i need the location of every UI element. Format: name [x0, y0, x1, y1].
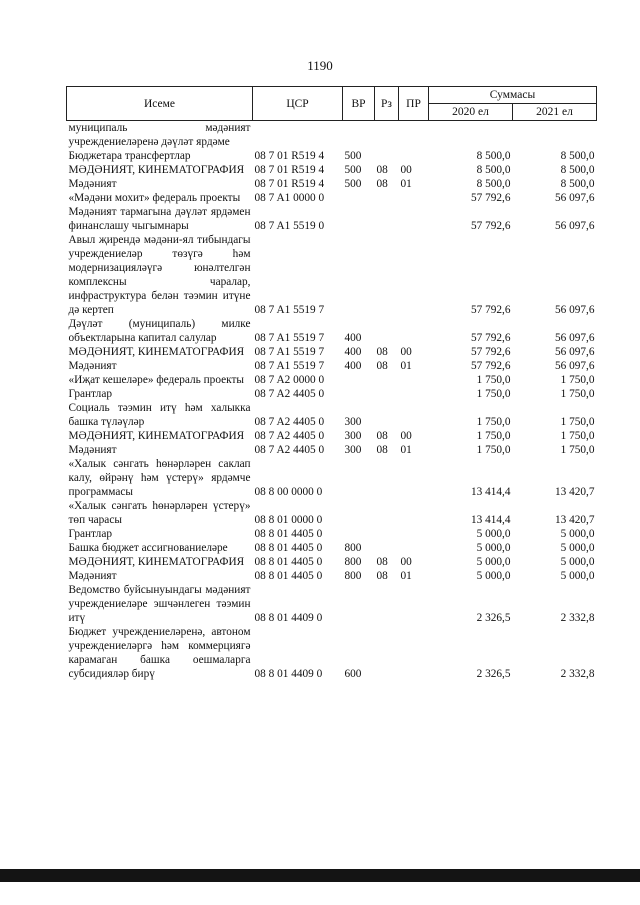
row-name: Мәдәният: [68, 444, 117, 456]
row-vr: 400: [344, 360, 362, 372]
row-pr: 01: [400, 444, 412, 456]
header-rz: Рз: [375, 87, 399, 121]
row-name: «Иҗат кешеләре» федераль проекты: [68, 374, 244, 386]
row-amount-2020: 1 750,0: [476, 388, 511, 400]
row-amount-2021: 1 750,0: [560, 388, 595, 400]
row-vr: 300: [344, 444, 362, 456]
table-row: [67, 191, 597, 205]
row-name: муниципаль мәдәният учреждениеләренә дәүләт ярдәме: [68, 122, 251, 148]
row-rz: [375, 121, 399, 150]
row-vr: 300: [344, 430, 362, 442]
row-pr: 00: [400, 556, 412, 568]
table-row: [67, 457, 597, 499]
table-row: [67, 499, 597, 527]
row-name: Авыл җирендә мәдәни-ял тибындагы учреждениеләр төзүгә һәм модернизацияләүгә юнәлтелгән комплексны чаралар, инфраструктура белән тәэмин итүне дә кертеп: [68, 234, 251, 316]
row-csr: 08 7 A2 4405 0: [254, 416, 325, 428]
row-amount-2020: 57 792,6: [470, 192, 511, 204]
row-amount-2021: 56 097,6: [554, 332, 595, 344]
row-csr: 08 8 01 4409 0: [254, 668, 323, 680]
row-rz: [375, 387, 399, 401]
row-pr: 01: [400, 360, 412, 372]
row-csr: 08 7 01 R519 4: [254, 178, 325, 190]
row-amount-2020: 5 000,0: [476, 570, 511, 582]
header-csr: ЦСР: [253, 87, 343, 121]
row-csr: 08 7 A2 4405 0: [254, 430, 325, 442]
row-amount-2021: 8 500,0: [560, 150, 595, 162]
row-rz: [375, 499, 399, 527]
row-amount-2020: 2 326,5: [476, 612, 511, 624]
row-vr: 300: [344, 416, 362, 428]
row-amount-2020: 1 750,0: [476, 430, 511, 442]
row-amount-2020: 13 414,4: [470, 486, 511, 498]
row-amount-2021: 5 000,0: [560, 570, 595, 582]
row-pr: [399, 499, 429, 527]
row-vr: [343, 233, 375, 317]
row-csr: 08 7 A1 5519 7: [254, 304, 325, 316]
row-csr: 08 8 01 4405 0: [254, 570, 323, 582]
row-pr: [399, 583, 429, 625]
budget-table: [66, 86, 597, 681]
row-rz: [375, 149, 399, 163]
row-csr: 08 8 00 0000 0: [254, 486, 323, 498]
row-amount-2020: 1 750,0: [476, 374, 511, 386]
row-amount-2021: 1 750,0: [560, 444, 595, 456]
row-name: «Халык сәнгать һөнәрләрен саклап калу, өйрәнү һәм үстерү» ярдәмче программасы: [68, 458, 251, 498]
row-name: Дәүләт (муниципаль) милке объектларына капитал салулар: [68, 318, 251, 344]
row-name: Мәдәният тармагына дәүләт ярдәмен финанслашу чыгымнары: [68, 206, 251, 232]
row-rz: 08: [376, 360, 388, 372]
row-rz: [375, 401, 399, 429]
row-vr: [343, 499, 375, 527]
row-rz: 08: [376, 556, 388, 568]
row-csr: 08 7 A2 0000 0: [254, 374, 325, 386]
row-pr: [399, 205, 429, 233]
row-amount-2020: 1 750,0: [476, 444, 511, 456]
table-row: [67, 373, 597, 387]
table-row: [67, 387, 597, 401]
row-pr: 00: [400, 430, 412, 442]
row-name: Мәдәният: [68, 178, 117, 190]
page-number: 1190: [307, 58, 333, 73]
table-row: [67, 149, 597, 163]
table-row: [67, 233, 597, 317]
row-amount-2021: 5 000,0: [560, 542, 595, 554]
row-rz: [375, 191, 399, 205]
row-pr: [399, 457, 429, 499]
row-rz: 08: [376, 570, 388, 582]
table-row: [67, 583, 597, 625]
row-amount-2021: 56 097,6: [554, 220, 595, 232]
row-name: Ведомство буйсынуындагы мәдәният учреждениеләре эшчәнлеген тәэмин итү: [68, 584, 251, 624]
row-vr: 800: [344, 542, 362, 554]
row-amount-2020: 57 792,6: [470, 220, 511, 232]
row-pr: [399, 121, 429, 150]
row-pr: [399, 317, 429, 345]
row-vr: [343, 373, 375, 387]
row-name: МӘДӘНИЯТ, КИНЕМАТОГРАФИЯ: [68, 430, 245, 442]
row-amount-2021: 8 500,0: [560, 178, 595, 190]
row-name: Бюджет учреждениеләренә, автоном учреждениеләргә һәм коммерциягә карамаган башка оешмаларга субсидияләр бирү: [68, 626, 251, 680]
row-amount-2020: [429, 121, 513, 150]
row-amount-2021: 56 097,6: [554, 360, 595, 372]
row-pr: [399, 233, 429, 317]
row-rz: 08: [376, 444, 388, 456]
row-csr: 08 7 A1 0000 0: [254, 192, 325, 204]
table-row: [67, 205, 597, 233]
row-vr: [343, 191, 375, 205]
row-amount-2021: 56 097,6: [554, 346, 595, 358]
table-row: [67, 625, 597, 681]
table-row: [67, 345, 597, 359]
table-row: [67, 163, 597, 177]
row-rz: 08: [376, 178, 388, 190]
row-pr: [399, 527, 429, 541]
row-pr: [399, 191, 429, 205]
row-amount-2021: 5 000,0: [560, 556, 595, 568]
row-csr: 08 7 A1 5519 7: [254, 360, 325, 372]
table-row: [67, 401, 597, 429]
row-amount-2021: 8 500,0: [560, 164, 595, 176]
row-pr: [399, 149, 429, 163]
row-name: МӘДӘНИЯТ, КИНЕМАТОГРАФИЯ: [68, 164, 245, 176]
row-amount-2020: 8 500,0: [476, 164, 511, 176]
row-rz: 08: [376, 164, 388, 176]
row-csr: 08 7 A1 5519 7: [254, 332, 325, 344]
header-vr: ВР: [343, 87, 375, 121]
row-vr: 400: [344, 346, 362, 358]
row-name: МӘДӘНИЯТ, КИНЕМАТОГРАФИЯ: [68, 346, 245, 358]
row-csr: 08 8 01 4405 0: [254, 528, 323, 540]
table-row: [67, 429, 597, 443]
row-amount-2021: 1 750,0: [560, 416, 595, 428]
table-row: [67, 443, 597, 457]
header-sums: Суммасы: [429, 87, 597, 104]
row-name: Мәдәният: [68, 570, 117, 582]
row-vr: 800: [344, 570, 362, 582]
row-csr: 08 8 01 4405 0: [254, 556, 323, 568]
row-vr: [343, 121, 375, 150]
row-vr: 500: [344, 178, 362, 190]
row-pr: 00: [400, 346, 412, 358]
row-vr: [343, 527, 375, 541]
row-rz: [375, 373, 399, 387]
row-name: «Халык сәнгать һөнәрләрен үстерү» төп чарасы: [68, 500, 251, 526]
row-csr: 08 7 01 R519 4: [254, 164, 325, 176]
row-amount-2020: 5 000,0: [476, 556, 511, 568]
row-vr: [343, 583, 375, 625]
row-amount-2021: 13 420,7: [554, 514, 595, 526]
row-vr: 600: [344, 668, 362, 680]
table-row: [67, 541, 597, 555]
row-amount-2020: 8 500,0: [476, 178, 511, 190]
table-row: [67, 527, 597, 541]
row-rz: 08: [376, 430, 388, 442]
row-rz: [375, 583, 399, 625]
row-pr: [399, 387, 429, 401]
table-row: [67, 177, 597, 191]
row-amount-2021: 5 000,0: [560, 528, 595, 540]
row-csr: 08 7 A2 4405 0: [254, 444, 325, 456]
row-amount-2020: 2 326,5: [476, 668, 511, 680]
row-name: МӘДӘНИЯТ, КИНЕМАТОГРАФИЯ: [68, 556, 245, 568]
row-name: Башка бюджет ассигнованиеләре: [68, 542, 228, 554]
row-rz: [375, 457, 399, 499]
row-csr: 08 8 01 0000 0: [254, 514, 323, 526]
row-name: Грантлар: [68, 528, 112, 540]
row-name: Грантлар: [68, 388, 112, 400]
row-csr: 08 7 A2 4405 0: [254, 388, 325, 400]
row-name: Мәдәният: [68, 360, 117, 372]
row-amount-2020: 5 000,0: [476, 542, 511, 554]
header-pr: ПР: [399, 87, 429, 121]
row-amount-2021: [513, 121, 597, 150]
row-vr: [343, 457, 375, 499]
row-amount-2021: 1 750,0: [560, 430, 595, 442]
row-amount-2020: 57 792,6: [470, 346, 511, 358]
row-rz: [375, 541, 399, 555]
row-pr: [399, 401, 429, 429]
row-pr: 01: [400, 570, 412, 582]
row-amount-2020: 13 414,4: [470, 514, 511, 526]
scan-edge-bar: [0, 869, 640, 882]
row-amount-2021: 2 332,8: [560, 668, 595, 680]
row-amount-2021: 1 750,0: [560, 374, 595, 386]
row-vr: 400: [344, 332, 362, 344]
row-rz: 08: [376, 346, 388, 358]
row-name: Социаль тәэмин итү һәм халыкка башка түләүләр: [68, 402, 251, 428]
row-rz: [375, 205, 399, 233]
row-name: Бюджетара трансфертлар: [68, 150, 191, 162]
row-amount-2021: 56 097,6: [554, 192, 595, 204]
row-csr: 08 8 01 4405 0: [254, 542, 323, 554]
row-pr: [399, 541, 429, 555]
header-name: Исеме: [67, 87, 253, 121]
row-rz: [375, 233, 399, 317]
row-csr: [253, 121, 343, 150]
row-vr: [343, 205, 375, 233]
row-amount-2020: 57 792,6: [470, 332, 511, 344]
row-csr: 08 7 A1 5519 0: [254, 220, 325, 232]
row-pr: [399, 625, 429, 681]
row-vr: 500: [344, 150, 362, 162]
row-vr: 800: [344, 556, 362, 568]
row-csr: 08 8 01 4409 0: [254, 612, 323, 624]
row-rz: [375, 527, 399, 541]
row-amount-2021: 13 420,7: [554, 486, 595, 498]
row-vr: [343, 387, 375, 401]
row-amount-2021: 2 332,8: [560, 612, 595, 624]
table-row: [67, 121, 597, 150]
table-row: [67, 555, 597, 569]
row-pr: [399, 373, 429, 387]
row-amount-2020: 57 792,6: [470, 304, 511, 316]
row-rz: [375, 625, 399, 681]
header-year-2021: 2021 ел: [513, 104, 597, 121]
row-amount-2020: 8 500,0: [476, 150, 511, 162]
row-vr: 500: [344, 164, 362, 176]
header-year-2020: 2020 ел: [429, 104, 513, 121]
row-rz: [375, 317, 399, 345]
table-row: [67, 569, 597, 583]
row-pr: 00: [400, 164, 412, 176]
table-row: [67, 359, 597, 373]
row-amount-2021: 56 097,6: [554, 304, 595, 316]
row-csr: 08 7 A1 5519 7: [254, 346, 325, 358]
table-row: [67, 317, 597, 345]
row-amount-2020: 5 000,0: [476, 528, 511, 540]
row-csr: 08 7 01 R519 4: [254, 150, 325, 162]
row-name: «Мәдәни мохит» федераль проекты: [68, 192, 241, 204]
row-pr: 01: [400, 178, 412, 190]
row-amount-2020: 1 750,0: [476, 416, 511, 428]
row-amount-2020: 57 792,6: [470, 360, 511, 372]
